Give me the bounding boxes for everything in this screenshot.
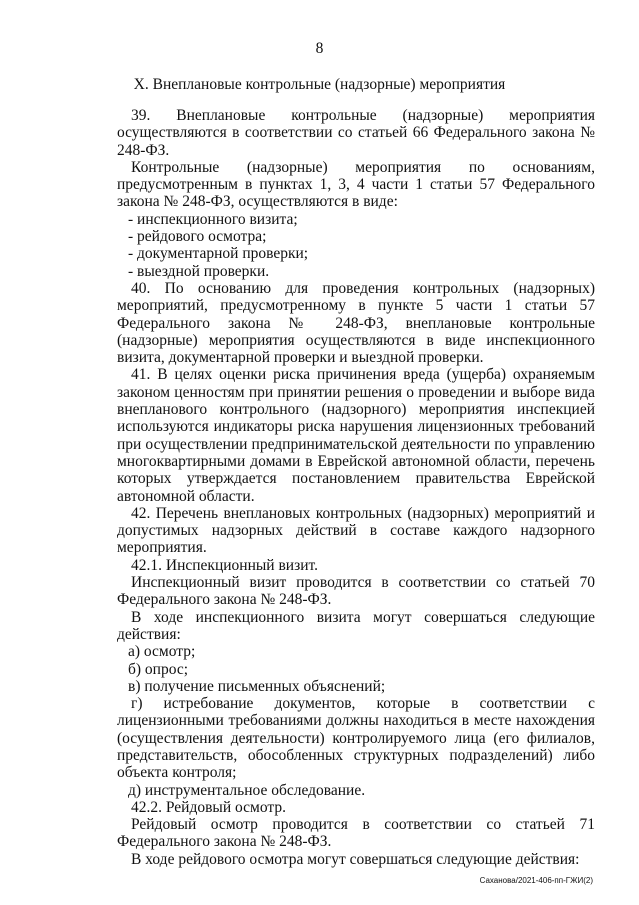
paragraph: В ходе рейдового осмотра могут совершаться следующие действия: — [131, 850, 580, 868]
paragraph: 42.2. Рейдовый осмотр. — [131, 798, 286, 816]
paragraph: Рейдовый осмотр проводится в соответствии со статьей 71 Федерального закона № 248-ФЗ. — [117, 816, 595, 851]
list-item: б) опрос; — [128, 660, 189, 678]
list-item: - документарной проверки; — [128, 245, 309, 263]
paragraph: 41. В целях оценки риска причинения вреда (ущерба) охраняемым законом ценностям при принятии решения о проведении и выборе вида внепланового контрольного (надзорного) мероприятия инспекцией используются индикаторы риска нарушения лицензионных требований при осуществлении предпринимательской деятельности по управлению многоквартирными домами в Еврейской автономной области, перечень которых утверждается постановлением правительства Еврейской автономной области. — [117, 366, 595, 505]
page-number: 8 — [315, 40, 324, 57]
footer-reference: Саханова/2021-406-пп-ГЖИ(2) — [479, 876, 593, 885]
list-item: д) инструментальное обследование. — [128, 781, 366, 799]
paragraph: Инспекционный визит проводится в соответствии со статьей 70 Федерального закона № 248-ФЗ. — [117, 574, 595, 609]
section-title: X. Внеплановые контрольные (надзорные) мероприятия — [133, 76, 506, 93]
paragraph: 40. По основанию для проведения контрольных (надзорных) мероприятий, предусмотренному в пункте 5 части 1 статьи 57 Федерального закона № 248-ФЗ, внеплановые контрольные (надзорные) мероприятия осуществляются в виде инспекционного визита, документарной проверки и выездной проверки. — [117, 279, 595, 367]
list-item: а) осмотр; — [128, 643, 196, 661]
paragraph: г) истребование документов, которые в соответствии с лицензионными требованиями должны находиться в месте нахождения (осуществления деятельности) контролируемого лица (его филиалов, представительств, обособленных структурных подразделений) либо объекта контроля; — [117, 695, 595, 782]
list-item: в) получение письменных объяснений; — [128, 677, 386, 695]
document-body — [117, 107, 595, 868]
paragraph: 39. Внеплановые контрольные (надзорные) мероприятия осуществляются в соответствии со статьей 66 Федерального закона № 248-ФЗ. — [117, 107, 595, 159]
paragraph: 42. Перечень внеплановых контрольных (надзорных) мероприятий и допустимых надзорных действий в составе каждого надзорного мероприятия. — [117, 504, 595, 557]
list-item: - выездной проверки. — [128, 262, 270, 280]
paragraph: 42.1. Инспекционный визит. — [131, 556, 318, 574]
list-item: - рейдового осмотра; — [128, 228, 267, 246]
list-item: - инспекционного визита; — [128, 210, 298, 228]
paragraph: В ходе инспекционного визита могут совершаться следующие действия: — [117, 608, 595, 643]
paragraph: Контрольные (надзорные) мероприятия по основаниям, предусмотренным в пунктах 1, 3, 4 части 1 статьи 57 Федерального закона № 248-ФЗ, осуществляются в виде: — [117, 158, 595, 211]
